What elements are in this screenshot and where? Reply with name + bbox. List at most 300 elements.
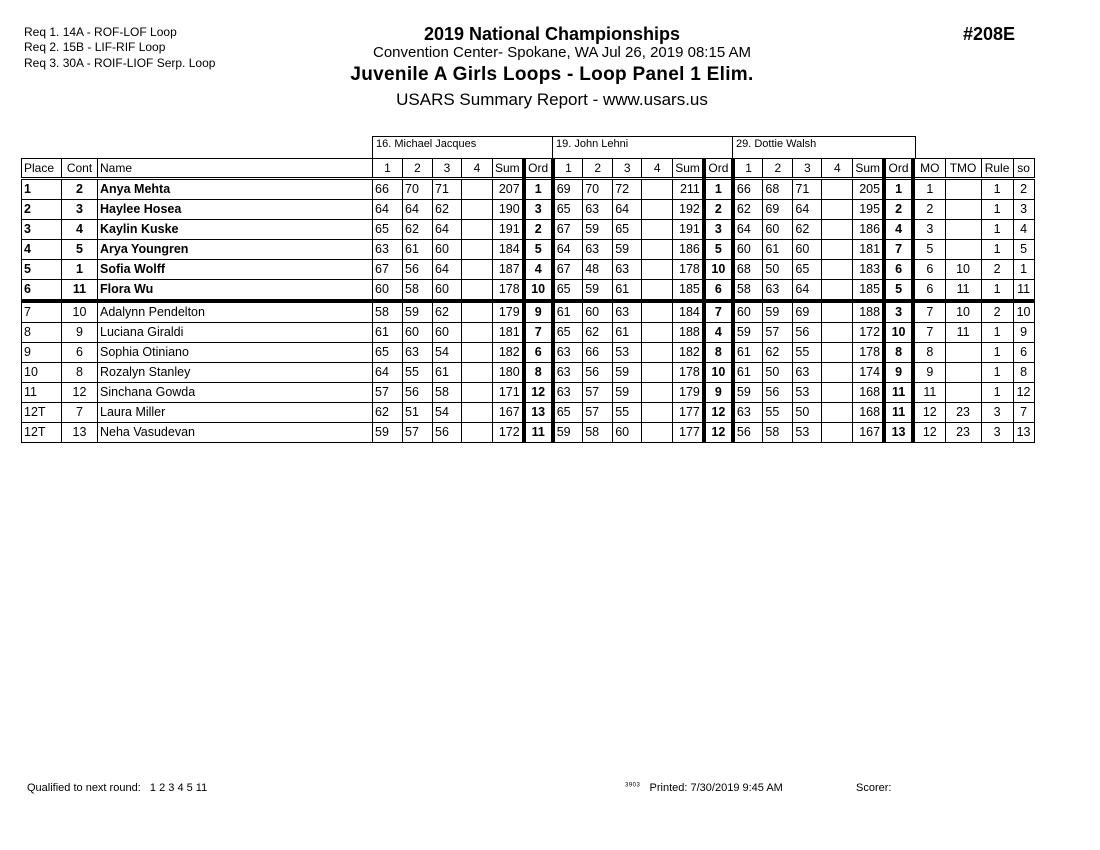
judge1-ordinal-cell: 9 [524, 301, 553, 323]
judge1-score2-cell: 61 [403, 240, 433, 260]
judge1-score3-cell: 54 [433, 403, 462, 423]
cont-cell: 6 [62, 343, 98, 363]
judge3-score4-cell [822, 220, 853, 240]
judge2-score2-cell: 66 [583, 343, 613, 363]
judge2-score2-cell: 57 [583, 403, 613, 423]
skater-name-cell: Luciana Giraldi [98, 323, 373, 343]
judge3-score3-cell: 53 [793, 423, 822, 443]
table-row [22, 220, 1035, 240]
judge1-ordinal-cell: 10 [524, 280, 553, 302]
event-title: Juvenile A Girls Loops - Loop Panel 1 Elim. [350, 64, 754, 85]
mo-cell: 5 [913, 240, 945, 260]
col-header-cont: Cont [62, 159, 98, 179]
judge3-score2-cell: 68 [763, 179, 793, 200]
judge3-score2-cell: 61 [763, 240, 793, 260]
place-cell: 11 [22, 383, 62, 403]
rule-cell: 1 [981, 343, 1013, 363]
judge3-score4-cell [822, 423, 853, 443]
qualified-line [27, 782, 207, 794]
table-row [22, 343, 1035, 363]
judge3-sum-cell: 183 [853, 260, 884, 280]
judge2-ordinal-cell: 10 [704, 260, 733, 280]
judge3-score3-cell: 69 [793, 301, 822, 323]
judge1-score2-cell: 64 [403, 200, 433, 220]
table-row [22, 200, 1035, 220]
judge3-sum-cell: 186 [853, 220, 884, 240]
printed-line [625, 782, 783, 794]
judge3-score3-cell: 53 [793, 383, 822, 403]
judge2-score4-cell [642, 423, 673, 443]
cont-cell: 1 [62, 260, 98, 280]
col-header-j3-4: 4 [822, 159, 853, 179]
mo-cell: 11 [913, 383, 945, 403]
mo-cell: 6 [913, 260, 945, 280]
judge3-score4-cell [822, 363, 853, 383]
rule-cell: 1 [981, 363, 1013, 383]
judge2-sum-cell: 184 [673, 301, 704, 323]
so-cell: 13 [1013, 423, 1034, 443]
judge3-ordinal-cell: 4 [884, 220, 913, 240]
judge3-score3-cell: 63 [793, 363, 822, 383]
skater-name-cell: Arya Youngren [98, 240, 373, 260]
cont-cell: 4 [62, 220, 98, 240]
judge3-score4-cell [822, 383, 853, 403]
judge1-score4-cell [462, 403, 493, 423]
rule-cell: 3 [981, 423, 1013, 443]
judge1-score3-cell: 56 [433, 423, 462, 443]
so-cell: 9 [1013, 323, 1034, 343]
col-header-j1-3: 3 [433, 159, 462, 179]
judge3-score3-cell: 55 [793, 343, 822, 363]
so-cell: 4 [1013, 220, 1034, 240]
judge2-score3-cell: 55 [613, 403, 642, 423]
tmo-cell: 11 [945, 323, 981, 343]
judge2-score3-cell: 53 [613, 343, 642, 363]
judge2-score3-cell: 60 [613, 423, 642, 443]
judge3-score2-cell: 50 [763, 260, 793, 280]
col-header-so: so [1013, 159, 1034, 179]
col-header-j2-2: 2 [583, 159, 613, 179]
rule-cell: 1 [981, 240, 1013, 260]
place-cell: 12T [22, 423, 62, 443]
report-subtitle: USARS Summary Report - www.usars.us [396, 90, 708, 109]
judge1-ordinal-cell: 4 [524, 260, 553, 280]
judge1-score4-cell [462, 240, 493, 260]
judge2-sum-cell: 178 [673, 260, 704, 280]
judge2-score1-cell: 64 [553, 240, 583, 260]
skater-name-cell: Sophia Otiniano [98, 343, 373, 363]
judge3-score1-cell: 56 [733, 423, 763, 443]
judge1-ordinal-cell: 8 [524, 363, 553, 383]
judge2-ordinal-cell: 12 [704, 403, 733, 423]
skater-name-cell: Haylee Hosea [98, 200, 373, 220]
judge1-sum-cell: 172 [493, 423, 524, 443]
judge3-score3-cell: 71 [793, 179, 822, 200]
place-cell: 1 [22, 179, 62, 200]
judge3-score1-cell: 64 [733, 220, 763, 240]
tmo-cell [945, 343, 981, 363]
judge2-score3-cell: 59 [613, 240, 642, 260]
judge1-ordinal-cell: 7 [524, 323, 553, 343]
judge2-score1-cell: 61 [553, 301, 583, 323]
judge3-score2-cell: 62 [763, 343, 793, 363]
judge3-score1-cell: 59 [733, 383, 763, 403]
judge3-ordinal-cell: 11 [884, 403, 913, 423]
judge1-score4-cell [462, 383, 493, 403]
judge3-score4-cell [822, 280, 853, 302]
place-cell: 7 [22, 301, 62, 323]
judge3-score3-cell: 50 [793, 403, 822, 423]
judge2-ordinal-cell: 10 [704, 363, 733, 383]
judge3-ordinal-cell: 5 [884, 280, 913, 302]
judge2-sum-cell: 211 [673, 179, 704, 200]
tmo-cell: 10 [945, 260, 981, 280]
rule-cell: 2 [981, 260, 1013, 280]
judge3-ordinal-cell: 7 [884, 240, 913, 260]
judge2-score4-cell [642, 301, 673, 323]
skater-name-cell: Flora Wu [98, 280, 373, 302]
judge2-sum-cell: 179 [673, 383, 704, 403]
judge3-score1-cell: 60 [733, 301, 763, 323]
judge2-score3-cell: 59 [613, 363, 642, 383]
col-header-j2-sum: Sum [673, 159, 704, 179]
judge3-score3-cell: 64 [793, 280, 822, 302]
judge2-score1-cell: 67 [553, 260, 583, 280]
judge2-score2-cell: 59 [583, 220, 613, 240]
cont-cell: 7 [62, 403, 98, 423]
judge1-score1-cell: 58 [373, 301, 403, 323]
judge3-score2-cell: 58 [763, 423, 793, 443]
judge1-score1-cell: 57 [373, 383, 403, 403]
judge1-score4-cell [462, 343, 493, 363]
judge2-score4-cell [642, 240, 673, 260]
col-header-place: Place [22, 159, 62, 179]
judge1-score1-cell: 63 [373, 240, 403, 260]
judge2-ordinal-cell: 1 [704, 179, 733, 200]
judge1-ordinal-cell: 3 [524, 200, 553, 220]
cont-cell: 10 [62, 301, 98, 323]
judge1-score2-cell: 60 [403, 323, 433, 343]
judge2-score1-cell: 65 [553, 200, 583, 220]
judge3-ordinal-cell: 10 [884, 323, 913, 343]
judge1-sum-cell: 184 [493, 240, 524, 260]
judge3-score2-cell: 55 [763, 403, 793, 423]
judge3-score2-cell: 59 [763, 301, 793, 323]
judge3-score1-cell: 58 [733, 280, 763, 302]
judge2-score2-cell: 60 [583, 301, 613, 323]
judge2-score4-cell [642, 220, 673, 240]
judge2-score2-cell: 56 [583, 363, 613, 383]
judge2-sum-cell: 192 [673, 200, 704, 220]
skater-name-cell: Neha Vasudevan [98, 423, 373, 443]
judge1-score2-cell: 59 [403, 301, 433, 323]
col-header-tmo: TMO [945, 159, 981, 179]
rule-cell: 1 [981, 200, 1013, 220]
judge3-ordinal-cell: 8 [884, 343, 913, 363]
judge1-score2-cell: 57 [403, 423, 433, 443]
rule-cell: 1 [981, 280, 1013, 302]
results-body [22, 179, 1035, 443]
judge1-score3-cell: 62 [433, 200, 462, 220]
judge2-score2-cell: 59 [583, 280, 613, 302]
judge1-score2-cell: 62 [403, 220, 433, 240]
judge1-score1-cell: 61 [373, 323, 403, 343]
judge3-score2-cell: 60 [763, 220, 793, 240]
judge2-sum-cell: 178 [673, 363, 704, 383]
cont-cell: 13 [62, 423, 98, 443]
judge3-score1-cell: 62 [733, 200, 763, 220]
mo-cell: 7 [913, 301, 945, 323]
judge1-sum-cell: 179 [493, 301, 524, 323]
judge1-sum-cell: 187 [493, 260, 524, 280]
judge1-sum-cell: 178 [493, 280, 524, 302]
cont-cell: 8 [62, 363, 98, 383]
col-header-j3-1: 1 [733, 159, 763, 179]
judge1-sum-cell: 182 [493, 343, 524, 363]
judge3-ordinal-cell: 6 [884, 260, 913, 280]
results-table [21, 158, 1035, 443]
judge3-sum-cell: 174 [853, 363, 884, 383]
rule-cell: 1 [981, 179, 1013, 200]
tmo-cell: 11 [945, 280, 981, 302]
place-cell: 9 [22, 343, 62, 363]
judge3-score1-cell: 61 [733, 363, 763, 383]
tmo-cell: 23 [945, 423, 981, 443]
judge2-score3-cell: 63 [613, 301, 642, 323]
judge3-sum-cell: 185 [853, 280, 884, 302]
col-header-rule: Rule [981, 159, 1013, 179]
judge3-score1-cell: 68 [733, 260, 763, 280]
judge2-score1-cell: 65 [553, 323, 583, 343]
tmo-cell: 10 [945, 301, 981, 323]
judge2-score3-cell: 59 [613, 383, 642, 403]
rule-cell: 1 [981, 323, 1013, 343]
table-row [22, 260, 1035, 280]
place-cell: 12T [22, 403, 62, 423]
cont-cell: 5 [62, 240, 98, 260]
judge2-score3-cell: 61 [613, 323, 642, 343]
judge1-score4-cell [462, 280, 493, 302]
judge2-score1-cell: 69 [553, 179, 583, 200]
judge1-score4-cell [462, 363, 493, 383]
tmo-cell: 23 [945, 403, 981, 423]
judge3-sum-cell: 178 [853, 343, 884, 363]
judge3-score4-cell [822, 200, 853, 220]
scorer-label: Scorer: [856, 782, 892, 794]
judge1-sum-cell: 207 [493, 179, 524, 200]
table-row [22, 301, 1035, 323]
so-cell: 8 [1013, 363, 1034, 383]
tmo-cell [945, 240, 981, 260]
judge1-score4-cell [462, 423, 493, 443]
judge2-score4-cell [642, 363, 673, 383]
judge1-score4-cell [462, 260, 493, 280]
so-cell: 7 [1013, 403, 1034, 423]
event-number: #208E [963, 24, 1016, 44]
col-header-name: Name [98, 159, 373, 179]
judge3-score2-cell: 50 [763, 363, 793, 383]
skater-name-cell: Anya Mehta [98, 179, 373, 200]
judge3-score3-cell: 62 [793, 220, 822, 240]
judge2-score1-cell: 65 [553, 280, 583, 302]
judge1-sum-cell: 191 [493, 220, 524, 240]
judge3-sum-cell: 168 [853, 403, 884, 423]
table-row [22, 363, 1035, 383]
printed-timestamp: Printed: 7/30/2019 9:45 AM [649, 782, 783, 794]
judge2-score4-cell [642, 200, 673, 220]
skater-name-cell: Adalynn Pendelton [98, 301, 373, 323]
judge2-ordinal-cell: 4 [704, 323, 733, 343]
judge2-score2-cell: 58 [583, 423, 613, 443]
tmo-cell [945, 383, 981, 403]
skater-name-cell: Kaylin Kuske [98, 220, 373, 240]
judge2-sum-cell: 177 [673, 423, 704, 443]
cont-cell: 3 [62, 200, 98, 220]
mo-cell: 12 [913, 423, 945, 443]
judge1-score1-cell: 65 [373, 220, 403, 240]
judge1-score3-cell: 61 [433, 363, 462, 383]
skater-name-cell: Laura Miller [98, 403, 373, 423]
judge3-ordinal-cell: 11 [884, 383, 913, 403]
judge1-score3-cell: 71 [433, 179, 462, 200]
judge1-score2-cell: 55 [403, 363, 433, 383]
judge2-score1-cell: 63 [553, 383, 583, 403]
judge1-score3-cell: 62 [433, 301, 462, 323]
col-header-j3-sum: Sum [853, 159, 884, 179]
rule-cell: 1 [981, 383, 1013, 403]
judge3-score4-cell [822, 240, 853, 260]
place-cell: 4 [22, 240, 62, 260]
judge1-score1-cell: 64 [373, 200, 403, 220]
judge1-score3-cell: 64 [433, 220, 462, 240]
col-header-j3-2: 2 [763, 159, 793, 179]
rule-cell: 1 [981, 220, 1013, 240]
judge2-score3-cell: 72 [613, 179, 642, 200]
judge1-score3-cell: 60 [433, 323, 462, 343]
col-header-j3-ord: Ord [884, 159, 913, 179]
judge3-score4-cell [822, 179, 853, 200]
judge3-score3-cell: 56 [793, 323, 822, 343]
col-header-j2-3: 3 [613, 159, 642, 179]
judge2-score1-cell: 67 [553, 220, 583, 240]
cont-cell: 2 [62, 179, 98, 200]
tmo-cell [945, 200, 981, 220]
judge2-ordinal-cell: 9 [704, 383, 733, 403]
judge-header-1: 16. Michael Jacques [372, 136, 553, 158]
rule-cell: 3 [981, 403, 1013, 423]
judge2-ordinal-cell: 2 [704, 200, 733, 220]
judge1-ordinal-cell: 13 [524, 403, 553, 423]
judge1-score1-cell: 59 [373, 423, 403, 443]
judge3-ordinal-cell: 2 [884, 200, 913, 220]
judge2-score4-cell [642, 260, 673, 280]
judge3-sum-cell: 168 [853, 383, 884, 403]
judge3-score4-cell [822, 343, 853, 363]
so-cell: 6 [1013, 343, 1034, 363]
judge3-score2-cell: 57 [763, 323, 793, 343]
requirement-1: Req 1. 14A - ROF-LOF Loop [24, 25, 177, 39]
judge1-ordinal-cell: 11 [524, 423, 553, 443]
cont-cell: 11 [62, 280, 98, 302]
judge-header-3: 29. Dottie Walsh [732, 136, 916, 158]
place-cell: 2 [22, 200, 62, 220]
judge1-score4-cell [462, 323, 493, 343]
mo-cell: 1 [913, 179, 945, 200]
judge1-score4-cell [462, 200, 493, 220]
mo-cell: 9 [913, 363, 945, 383]
col-header-mo: MO [913, 159, 945, 179]
judge1-score2-cell: 56 [403, 383, 433, 403]
judge1-score3-cell: 58 [433, 383, 462, 403]
judge1-ordinal-cell: 12 [524, 383, 553, 403]
mo-cell: 8 [913, 343, 945, 363]
judge3-score4-cell [822, 301, 853, 323]
judge2-score2-cell: 48 [583, 260, 613, 280]
table-row [22, 423, 1035, 443]
judge2-sum-cell: 186 [673, 240, 704, 260]
table-row [22, 383, 1035, 403]
judge3-score2-cell: 56 [763, 383, 793, 403]
judge1-score2-cell: 51 [403, 403, 433, 423]
table-row [22, 323, 1035, 343]
table-row [22, 179, 1035, 200]
col-header-j1-ord: Ord [524, 159, 553, 179]
skater-name-cell: Sinchana Gowda [98, 383, 373, 403]
judge1-score4-cell [462, 301, 493, 323]
requirement-3: Req 3. 30A - ROIF-LIOF Serp. Loop [24, 56, 216, 70]
judge1-score1-cell: 67 [373, 260, 403, 280]
judge1-score2-cell: 63 [403, 343, 433, 363]
judge3-ordinal-cell: 13 [884, 423, 913, 443]
judge2-ordinal-cell: 6 [704, 280, 733, 302]
so-cell: 11 [1013, 280, 1034, 302]
judge2-ordinal-cell: 7 [704, 301, 733, 323]
col-header-j2-ord: Ord [704, 159, 733, 179]
table-row [22, 280, 1035, 302]
so-cell: 10 [1013, 301, 1034, 323]
skater-name-cell: Sofia Wolff [98, 260, 373, 280]
skater-name-cell: Rozalyn Stanley [98, 363, 373, 383]
tmo-cell [945, 179, 981, 200]
table-row [22, 403, 1035, 423]
judge2-ordinal-cell: 8 [704, 343, 733, 363]
mo-cell: 7 [913, 323, 945, 343]
judge3-score1-cell: 63 [733, 403, 763, 423]
judge2-sum-cell: 185 [673, 280, 704, 302]
judge2-score1-cell: 63 [553, 343, 583, 363]
col-header-j3-3: 3 [793, 159, 822, 179]
judge2-score3-cell: 65 [613, 220, 642, 240]
col-header-j1-4: 4 [462, 159, 493, 179]
judge2-score1-cell: 63 [553, 363, 583, 383]
judge2-sum-cell: 188 [673, 323, 704, 343]
judge2-score3-cell: 61 [613, 280, 642, 302]
judge1-sum-cell: 190 [493, 200, 524, 220]
judge3-score2-cell: 63 [763, 280, 793, 302]
judge3-sum-cell: 181 [853, 240, 884, 260]
venue-datetime: Convention Center- Spokane, WA Jul 26, 2019 08:15 AM [372, 44, 751, 61]
tmo-cell [945, 363, 981, 383]
judge1-score1-cell: 66 [373, 179, 403, 200]
place-cell: 8 [22, 323, 62, 343]
judge2-score4-cell [642, 323, 673, 343]
judge2-sum-cell: 182 [673, 343, 704, 363]
place-cell: 3 [22, 220, 62, 240]
judge2-score2-cell: 62 [583, 323, 613, 343]
judge3-sum-cell: 167 [853, 423, 884, 443]
so-cell: 1 [1013, 260, 1034, 280]
judge1-score4-cell [462, 179, 493, 200]
